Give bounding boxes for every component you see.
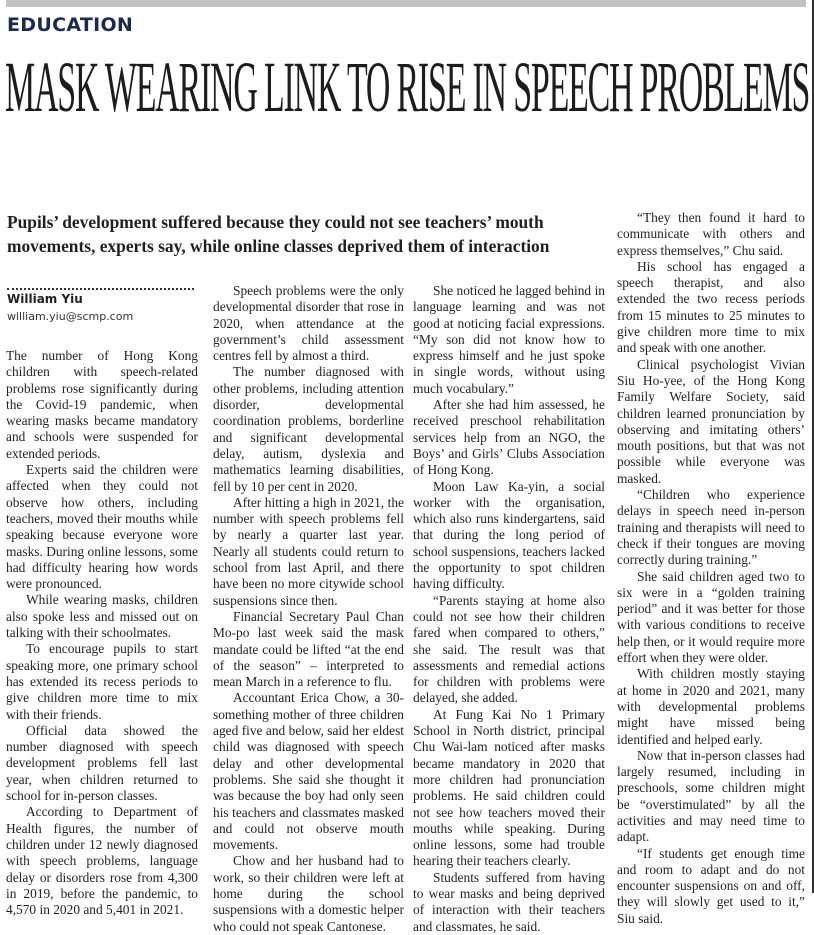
article-paragraph: The number diagnosed with other problems, including attention disorder, developmental coordination problems, borderline and significant developmental delay, autism, dyslexia and mathematics learning disabilities, fell by 10 per cent in 2020. (213, 364, 404, 494)
article-paragraph: To encourage pupils to start speaking more, one primary school has extended its recess periods to give children more time to mix with their friends. (6, 641, 198, 722)
article-paragraph: Moon Law Ka-yin, a social worker with the organisation, which also runs kindergartens, said that during the long period of school suspensions, teachers lacked the opportunity to spot children having difficulty. (413, 478, 605, 592)
article-paragraph: With children mostly staying at home in 2020 and 2021, many with developmental problems might have missed being identified and helped early. (617, 666, 805, 747)
subheadline: Pupils’ development suffered because they could not see teachers’ mouth movements, experts say, while online classes deprived them of interaction (7, 212, 550, 256)
article-paragraph: Chow and her husband had to work, so their children were left at home during the school suspensions with a domestic helper who could not speak Cantonese. (213, 853, 404, 934)
article-column-3 (413, 283, 605, 935)
byline-divider (7, 288, 194, 290)
article-paragraph: After she had him assessed, he received preschool rehabilitation services help from an NGO, the Boys’ and Girls’ Clubs Association of Hong Kong. (413, 397, 605, 478)
article-column-2 (213, 283, 404, 935)
article-paragraph: “Parents staying at home also could not see how their children fared when compared to others,” she said. The result was that assessments and remedial actions for children with problems were delayed, she added. (413, 592, 605, 706)
headline: MASK WEARING LINK TO RISE IN SPEECH PROBLEMS (5, 47, 810, 127)
article-paragraph: At Fung Kai No 1 Primary School in North district, principal Chu Wai-lam noticed after masks became mandatory in 2020 that more children had pronunciation problems. He said children could not see how teachers moved their mouths while speaking. During online lessons, some had trouble hearing their teachers clearly. (413, 706, 605, 869)
article-column-4 (617, 210, 805, 927)
top-divider-bar (6, 0, 806, 7)
article-paragraph: Clinical psychologist Vivian Siu Ho-yee, of the Hong Kong Family Welfare Society, said children learned pronunciation by observing and imitating others’ mouth positions, but that was not possible while everyone was masked. (617, 356, 805, 486)
article-paragraph: Now that in-person classes had largely resumed, including in preschools, some children might be “overstimulated” by all the activities and may need time to adapt. (617, 747, 805, 845)
article-paragraph: “Children who experience delays in speech need in-person training and therapists will need to check if their tongues are moving correctly during training.” (617, 487, 805, 568)
article-paragraph: The number of Hong Kong children with speech-related problems rose significantly during the Covid-19 pandemic, when wearing masks became mandatory and schools were suspended for extended periods. (6, 348, 198, 461)
article-paragraph: “If students get enough time and room to adapt and do not encounter suspensions on and off, they will slowly get used to it,” Siu said. (617, 845, 805, 926)
article-paragraph: Accountant Erica Chow, a 30-something mother of three children aged five and below, said her eldest child was diagnosed with speech delay and other developmental problems. She said she thought it was because the boy had only seen his teachers and classmates masked and could not observe mouth movements. (213, 690, 404, 853)
byline-author: William Yiu (7, 292, 83, 306)
article-paragraph: While wearing masks, children also spoke less and missed out on talking with their schoolmates. (6, 592, 198, 641)
article-paragraph: According to Department of Health figures, the number of children under 12 newly diagnosed with speech problems, language delay or disorders rose from 4,300 in 2019, before the pandemic, to 4,570 in 2020 and 5,401 in 2021. (6, 804, 198, 918)
article-paragraph: Speech problems were the only developmental disorder that rose in 2020, when attendance at the government’s child assessment centres fell by almost a third. (213, 283, 404, 364)
article-paragraph: Official data showed the number diagnosed with speech development problems fell last year, when children returned to school for in-person classes. (6, 722, 198, 804)
article-paragraph: After hitting a high in 2021, the number with speech problems fell by nearly a quarter last year. Nearly all students could return to school from last April, and there have been no more citywide school suspensions since then. (213, 494, 404, 608)
article-paragraph: She noticed he lagged behind in language learning and was not good at noticing facial expressions. “My son did not know how to express himself and he just spoke in single words, without using much vocabulary.” (413, 283, 605, 396)
article-paragraph: Financial Secretary Paul Chan Mo-po last week said the mask mandate could be lifted “at the end of the season” – interpreted to mean March in a reference to flu. (213, 608, 404, 690)
article-paragraph: His school has engaged a speech therapist, and also extended the two recess periods from 15 minutes to 25 minutes to give children more time to mix and speak with one another. (617, 258, 805, 356)
article-paragraph: She said children aged two to six were in a “golden training period” and it was better for those with various conditions to receive help then, or it would require more effort when they were older. (617, 568, 805, 666)
article-paragraph: Experts said the children were affected when they could not observe how others, including teachers, moved their mouths while speaking because everyone wore masks. During online lessons, some had difficulty hearing how words were pronounced. (6, 462, 198, 592)
article-paragraph: “They then found it hard to communicate with others and express themselves,” Chu said. (617, 210, 805, 258)
article-column-1 (6, 348, 198, 918)
byline-email: william.yiu@scmp.com (7, 310, 134, 323)
article-paragraph: Students suffered from having to wear masks and being deprived of interaction with their teachers and classmates, he said. (413, 869, 605, 934)
section-label: EDUCATION (7, 14, 134, 36)
